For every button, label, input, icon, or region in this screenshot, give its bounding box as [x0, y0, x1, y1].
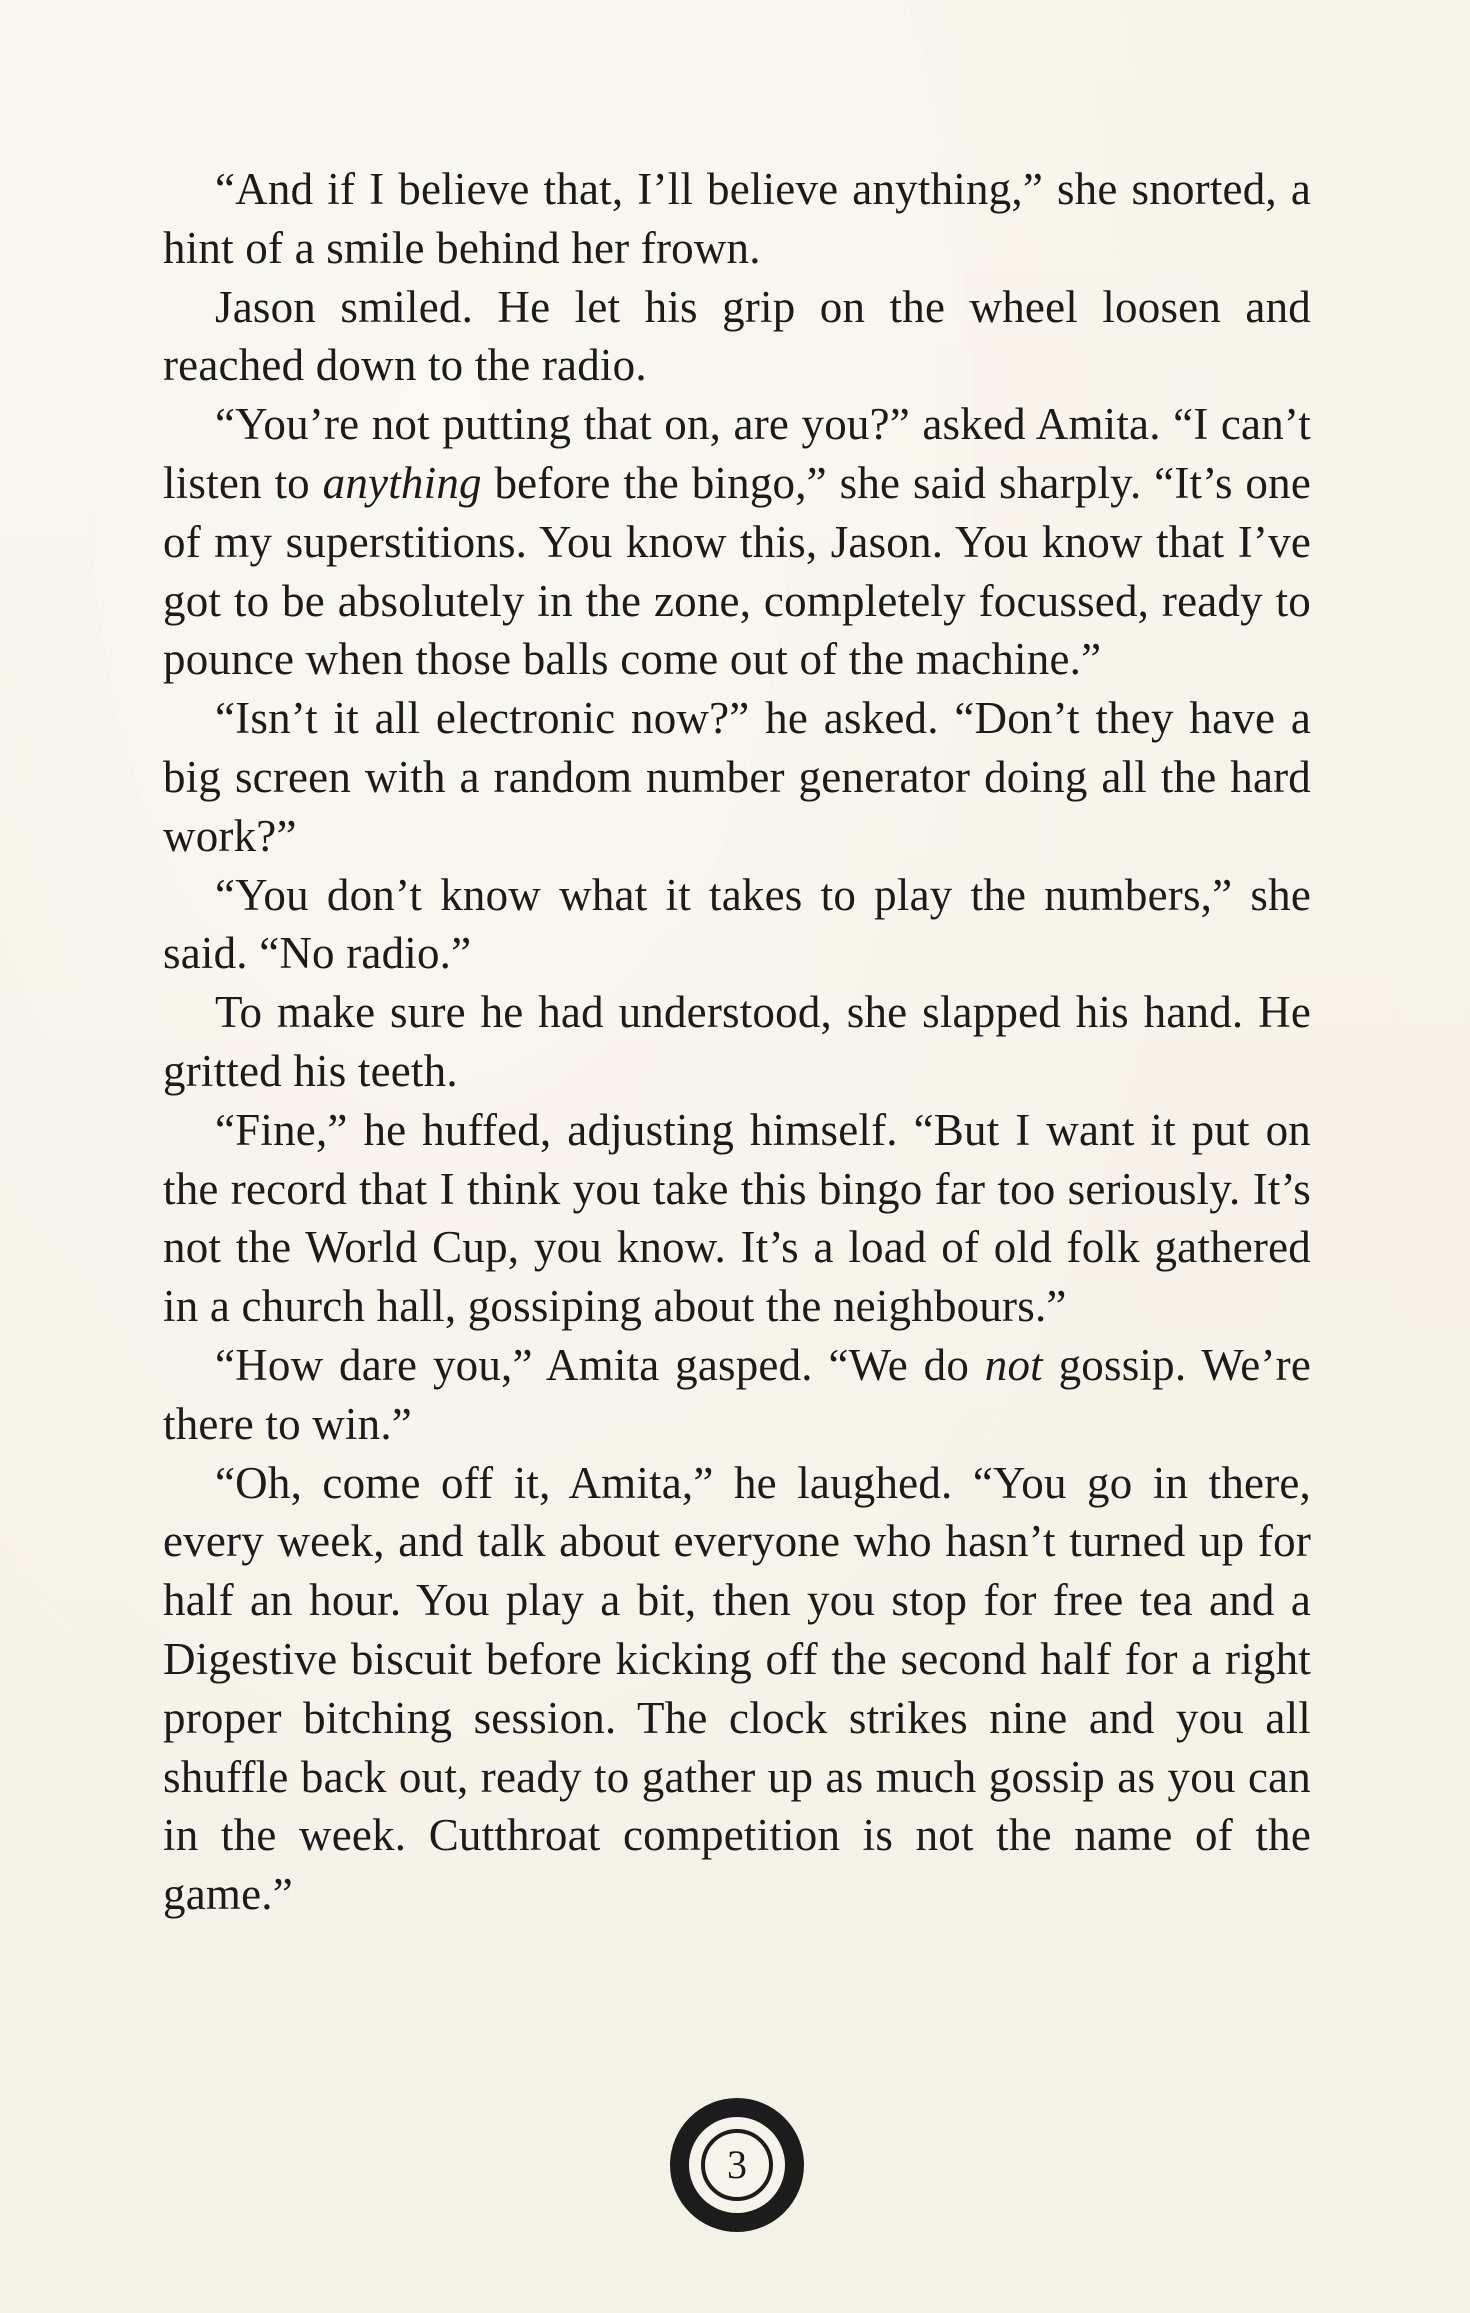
page-number-badge	[670, 2098, 804, 2232]
page-number-ring	[689, 2117, 785, 2213]
text-run: To make sure he had understood, she slapped his hand. He gritted his teeth.	[163, 987, 1311, 1096]
paragraph	[163, 689, 1311, 865]
text-run: “How dare you,” Amita gasped. “We do	[215, 1339, 985, 1390]
body-text	[163, 160, 1311, 1924]
emphasis-text: not	[984, 1339, 1043, 1390]
page-number: 3	[701, 2129, 773, 2201]
paragraph	[163, 395, 1311, 689]
text-run: “You’re not putting that on, are you?” asked Amita. “I can’t listen to	[163, 399, 1311, 508]
paragraph	[163, 866, 1311, 984]
text-run: “Isn’t it all electronic now?” he asked. “Don’t they have a big screen with a random number generator doing all the hard work?”	[163, 693, 1311, 861]
paragraph	[163, 983, 1311, 1101]
text-run: “Fine,” he huffed, adjusting himself. “But I want it put on the record that I think you take this bingo far too seriously. It’s not the World Cup, you know. It’s a load of old folk gathered in a church hall, gossiping about the neighbours.”	[163, 1104, 1311, 1332]
text-run: “You don’t know what it takes to play the numbers,” she said. “No radio.”	[163, 869, 1311, 979]
paragraph	[163, 160, 1311, 278]
emphasis-text: anything	[322, 457, 482, 508]
text-run: “And if I believe that, I’ll believe anything,” she snorted, a hint of a smile behind her frown.	[163, 164, 1311, 273]
paragraph	[163, 278, 1311, 396]
paragraph	[163, 1336, 1311, 1454]
text-run: before the bingo,” she said sharply. “It’s one of my superstitions. You know this, Jason. You know that I’ve got to be absolutely in the zone, completely focussed, ready to pounce when those balls come out of the machine.”	[163, 457, 1311, 685]
text-run: gossip. We’re there to win.”	[163, 1339, 1311, 1449]
paragraph	[163, 1454, 1311, 1924]
paragraph	[163, 1101, 1311, 1336]
text-run: Jason smiled. He let his grip on the wheel loosen and reached down to the radio.	[163, 281, 1311, 391]
text-run: “Oh, come off it, Amita,” he laughed. “You go in there, every week, and talk about everyone who hasn’t turned up for half an hour. You play a bit, then you stop for free tea and a Digestive biscuit before kicking off the second half for a right proper bitching session. The clock strikes nine and you all shuffle back out, ready to gather up as much gossip as you can in the week. Cutthroat competition is not the name of the game.”	[163, 1457, 1311, 1920]
